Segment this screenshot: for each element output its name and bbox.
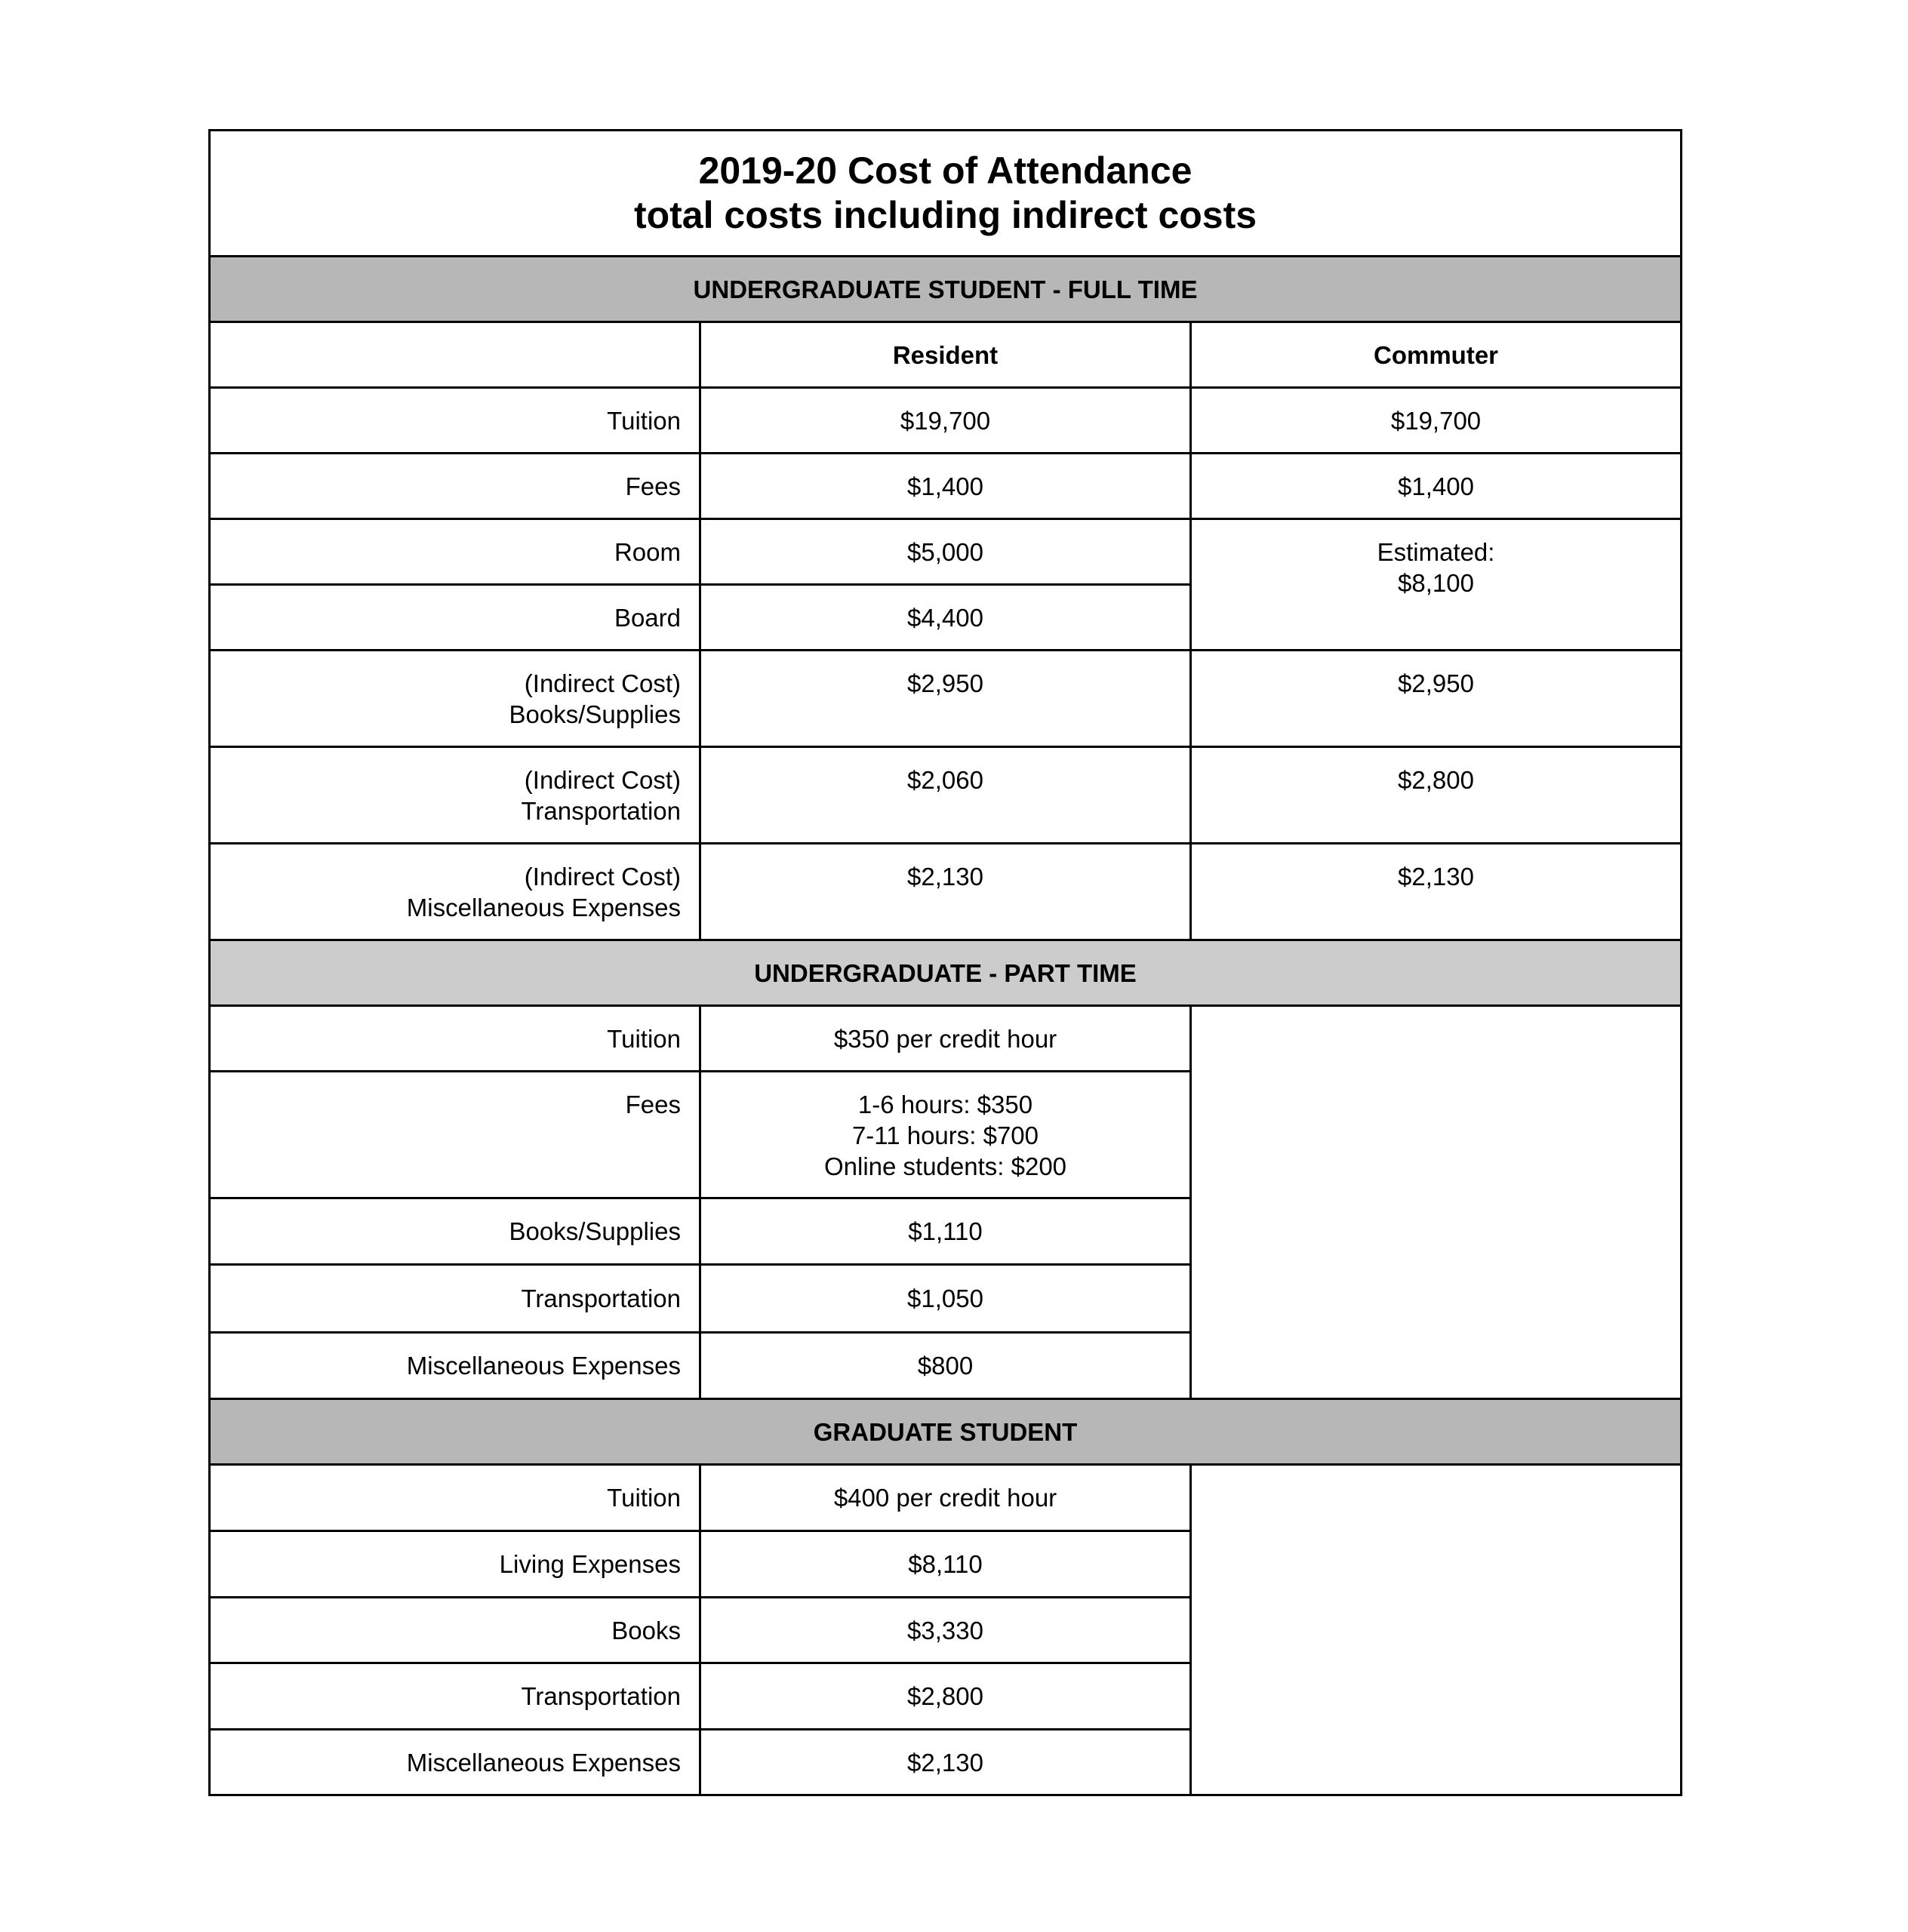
row-label-books-supplies: Books/Supplies (210, 1198, 700, 1265)
row-label-books-supplies (210, 651, 700, 747)
part-time-transportation: $1,050 (700, 1265, 1191, 1333)
row-label-transportation: Transportation (210, 1265, 700, 1333)
resident-books: $2,950 (700, 651, 1191, 747)
row-label-transportation-line-2: Transportation (521, 797, 681, 825)
row-label-books: Books (210, 1598, 700, 1663)
row-label-misc-line-1: (Indirect Cost) (524, 863, 681, 891)
resident-fees: $1,400 (700, 454, 1191, 519)
table-row (210, 844, 1682, 940)
empty-cell (1191, 1006, 1682, 1399)
table-row (210, 651, 1682, 747)
graduate-living: $8,110 (700, 1531, 1191, 1598)
resident-room: $5,000 (700, 519, 1191, 585)
graduate-misc: $2,130 (700, 1730, 1191, 1795)
empty-header-cell (210, 322, 700, 388)
graduate-transportation: $2,800 (700, 1663, 1191, 1730)
commuter-room-board-line-2: $8,100 (1398, 569, 1474, 597)
graduate-tuition: $400 per credit hour (700, 1465, 1191, 1531)
title-line-1: 2019-20 Cost of Attendance (698, 149, 1192, 192)
row-label-books-line-1: (Indirect Cost) (524, 669, 681, 697)
commuter-room-board-line-1: Estimated: (1377, 538, 1495, 566)
row-label-board: Board (210, 585, 700, 651)
row-label-fees: Fees (210, 454, 700, 519)
part-time-fees-line-1: 1-6 hours: $350 (857, 1091, 1033, 1118)
row-label-transportation-line-1: (Indirect Cost) (524, 766, 681, 794)
section-header-undergrad-full-time: UNDERGRADUATE STUDENT - FULL TIME (210, 257, 1682, 322)
row-label-fees: Fees (210, 1072, 700, 1198)
commuter-books: $2,950 (1191, 651, 1682, 747)
table-row (210, 1006, 1682, 1072)
section-header-undergrad-part-time: UNDERGRADUATE - PART TIME (210, 940, 1682, 1006)
part-time-tuition: $350 per credit hour (700, 1006, 1191, 1072)
row-label-misc-line-2: Miscellaneous Expenses (406, 894, 681, 921)
table-row (210, 519, 1682, 585)
part-time-books: $1,110 (700, 1198, 1191, 1265)
empty-cell (1191, 1465, 1682, 1795)
part-time-fees-line-3: Online students: $200 (823, 1152, 1067, 1180)
row-label-misc: Miscellaneous Expenses (210, 1730, 700, 1795)
row-label-room: Room (210, 519, 700, 585)
row-label-tuition: Tuition (210, 1465, 700, 1531)
part-time-fees (700, 1072, 1191, 1198)
commuter-tuition: $19,700 (1191, 388, 1682, 454)
commuter-fees: $1,400 (1191, 454, 1682, 519)
part-time-misc: $800 (700, 1333, 1191, 1399)
table-row (210, 454, 1682, 519)
row-label-transportation (210, 747, 700, 844)
row-label-misc: Miscellaneous Expenses (210, 1333, 700, 1399)
row-label-tuition: Tuition (210, 388, 700, 454)
column-header-resident: Resident (700, 322, 1191, 388)
table-row (210, 747, 1682, 844)
row-label-misc (210, 844, 700, 940)
row-label-tuition: Tuition (210, 1006, 700, 1072)
resident-misc: $2,130 (700, 844, 1191, 940)
commuter-misc: $2,130 (1191, 844, 1682, 940)
row-label-living-expenses: Living Expenses (210, 1531, 700, 1598)
resident-tuition: $19,700 (700, 388, 1191, 454)
row-label-books-line-2: Books/Supplies (509, 700, 681, 728)
page-title (210, 131, 1682, 257)
resident-board: $4,400 (700, 585, 1191, 651)
table-row (210, 1465, 1682, 1531)
title-line-2: total costs including indirect costs (633, 194, 1257, 236)
row-label-transportation: Transportation (210, 1663, 700, 1730)
resident-transportation: $2,060 (700, 747, 1191, 844)
cost-of-attendance-table (208, 129, 1682, 1796)
part-time-fees-line-2: 7-11 hours: $700 (851, 1121, 1039, 1149)
column-header-commuter: Commuter (1191, 322, 1682, 388)
commuter-room-board (1191, 519, 1682, 651)
section-header-graduate: GRADUATE STUDENT (210, 1399, 1682, 1465)
graduate-books: $3,330 (700, 1598, 1191, 1663)
commuter-transportation: $2,800 (1191, 747, 1682, 844)
table-row (210, 388, 1682, 454)
